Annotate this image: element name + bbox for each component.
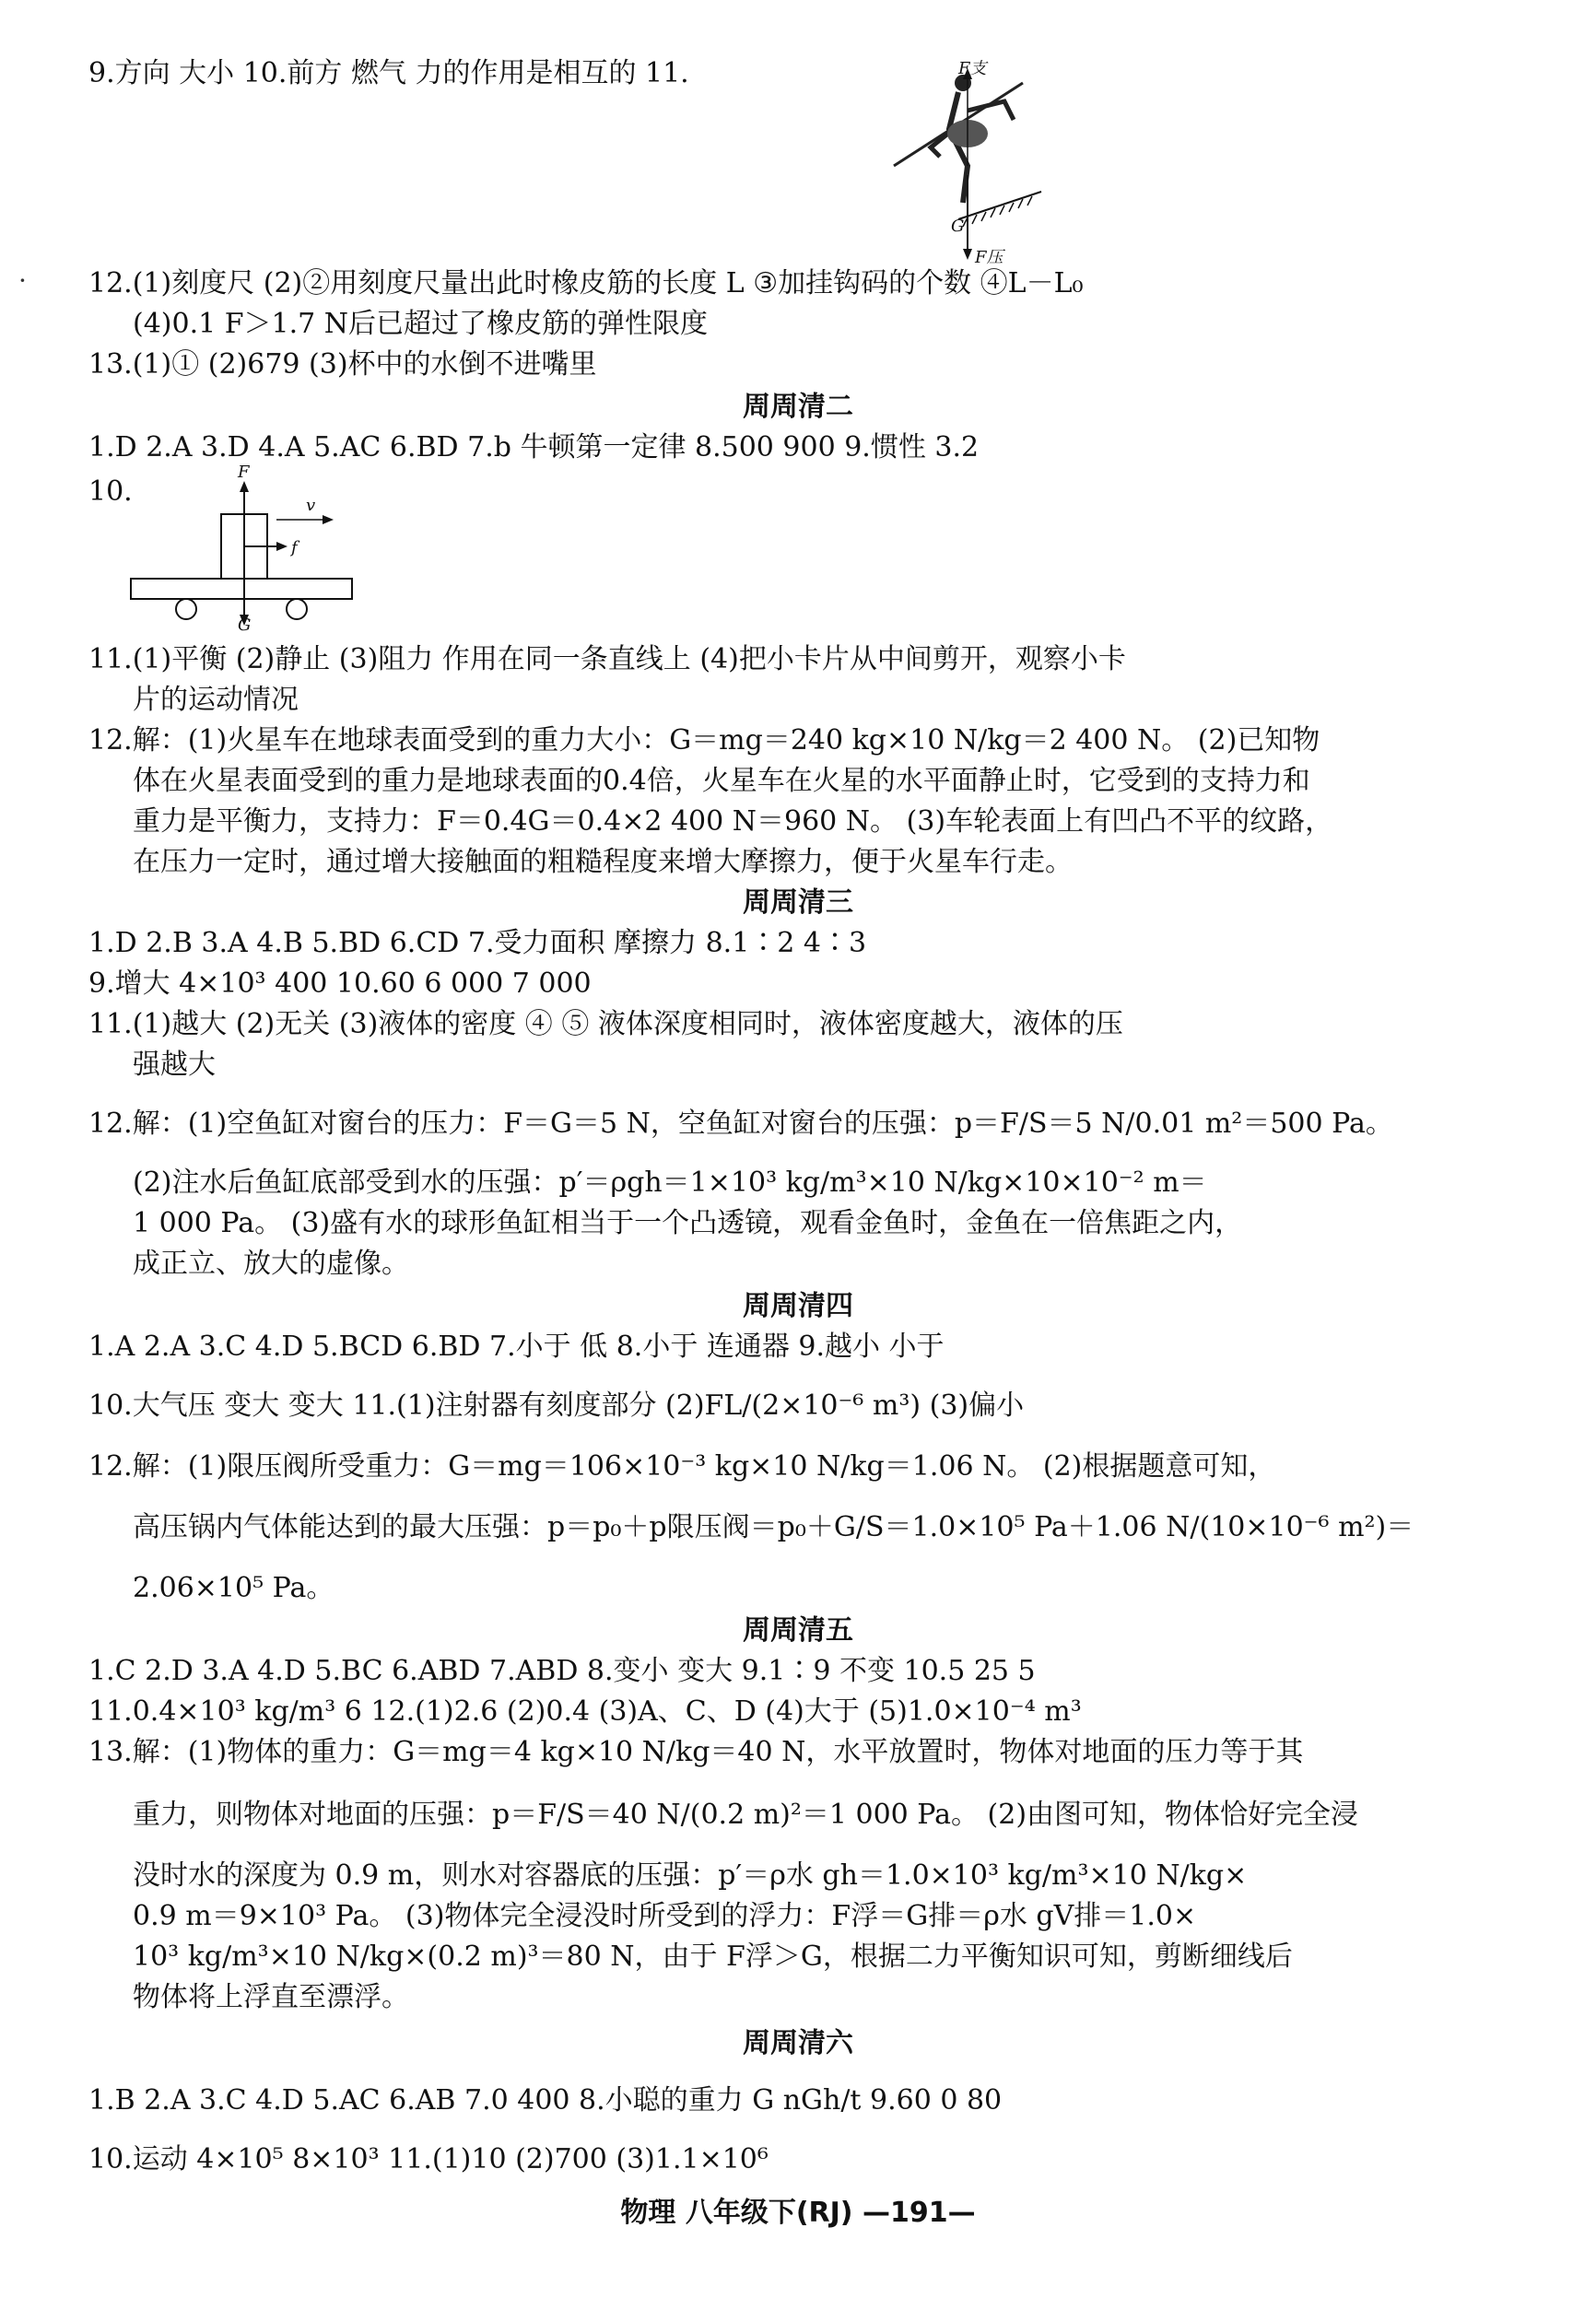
answer-line: 11.0.4×10³ kg/m³ 6 12.(1)2.6 (2)0.4 (3)A、C、D (4)大于 (5)1.0×10⁻⁴ m³ [88, 1695, 1082, 1728]
answer-line: 9.方向 大小 10.前方 燃气 力的作用是相互的 11. [88, 57, 689, 89]
section-heading: 周周清五 [743, 1614, 853, 1647]
answer-line: 9.增大 4×10³ 400 10.60 6 000 7 000 [88, 967, 592, 1000]
section-heading: 周周清三 [743, 886, 853, 919]
figure-cart-forces [129, 463, 369, 635]
margin-mark: · [18, 265, 27, 296]
answer-line: 13.(1)① (2)679 (3)杯中的水倒不进嘴里 [88, 348, 597, 381]
answer-line: 10³ kg/m³×10 N/kg×(0.2 m)³＝80 N，由于 F浮＞G，根据二力平衡知识可知，剪断细线后 [133, 1941, 1293, 1973]
answer-line: 10. [88, 475, 133, 508]
answer-line: 重力，则物体对地面的压强：p＝F/S＝40 N/(0.2 m)²＝1 000 Pa。 (2)由图可知，物体恰好完全浸 [133, 1799, 1359, 1831]
answer-line: 1 000 Pa。 (3)盛有水的球形鱼缸相当于一个凸透镜，观看金鱼时，金鱼在一倍焦距之内， [133, 1207, 1243, 1239]
answer-line: 强越大 [133, 1049, 216, 1081]
velocity-label: v [306, 496, 316, 515]
answer-line: 1.A 2.A 3.C 4.D 5.BCD 6.BD 7.小于 低 8.小于 连通器 9.越小 小于 [88, 1331, 945, 1363]
figure-skater-forces [875, 55, 1078, 267]
answer-line: 1.D 2.B 3.A 4.B 5.BD 6.CD 7.受力面积 摩擦力 8.1∶2 4∶3 [88, 927, 867, 959]
answer-line: 12.解：(1)火星车在地球表面受到的重力大小：G＝mg＝240 kg×10 N/kg＝2 400 N。 (2)已知物 [88, 724, 1320, 756]
section-heading: 周周清六 [743, 2027, 853, 2059]
answer-line: 12.解：(1)限压阀所受重力：G＝mg＝106×10⁻³ kg×10 N/kg＝1.06 N。 (2)根据题意可知， [88, 1450, 1276, 1483]
answer-line: 成正立、放大的虚像。 [133, 1248, 409, 1280]
answer-line: 重力是平衡力，支持力：F＝0.4G＝0.4×2 400 N＝960 N。 (3)车轮表面上有凹凸不平的纹路， [133, 805, 1333, 838]
answer-line: 10.运动 4×10⁵ 8×10³ 11.(1)10 (2)700 (3)1.1×10⁶ [88, 2143, 769, 2175]
force-F-label: F [238, 463, 250, 482]
answer-line: 0.9 m＝9×10³ Pa。 (3)物体完全浸没时所受到的浮力：F浮＝G排＝ρ水 gV排＝1.0× [133, 1900, 1197, 1932]
answer-line: (2)注水后鱼缸底部受到水的压强：p′＝ρgh＝1×10³ kg/m³×10 N/kg×10×10⁻² m＝ [133, 1167, 1207, 1199]
page-footer: 物理 八年级下(RJ) —191— [620, 2197, 976, 2229]
force-support-label: F支 [958, 59, 987, 78]
answer-line: 1.C 2.D 3.A 4.D 5.BC 6.ABD 7.ABD 8.变小 变大 9.1∶9 不变 10.5 25 5 [88, 1655, 1036, 1687]
force-pressure-label: F压 [975, 248, 1003, 267]
answer-line: 1.B 2.A 3.C 4.D 5.AC 6.AB 7.0 400 8.小聪的重力 G nGh/t 9.60 0 80 [88, 2084, 1003, 2117]
answer-line: 片的运动情况 [133, 684, 299, 716]
section-heading: 周周清四 [743, 1290, 853, 1322]
gravity-label: G [951, 217, 965, 236]
answer-line: 物体将上浮直至漂浮。 [133, 1981, 409, 2013]
answer-line: 1.D 2.A 3.D 4.A 5.AC 6.BD 7.b 牛顿第一定律 8.500 900 9.惯性 3.2 [88, 431, 980, 463]
answer-line: (4)0.1 F＞1.7 N后已超过了橡皮筋的弹性限度 [133, 308, 709, 340]
answer-line: 11.(1)越大 (2)无关 (3)液体的密度 ④ ⑤ 液体深度相同时，液体密度越大，液体的压 [88, 1008, 1123, 1040]
answer-line: 高压锅内气体能达到的最大压强：p＝p₀＋p限压阀＝p₀＋G/S＝1.0×10⁵ Pa＋1.06 N/(10×10⁻⁶ m²)＝ [133, 1511, 1414, 1543]
gravity-label: G [238, 616, 252, 635]
answer-line: 11.(1)平衡 (2)静止 (3)阻力 作用在同一条直线上 (4)把小卡片从中间剪开，观察小卡 [88, 643, 1126, 675]
answer-line: 体在火星表面受到的重力是地球表面的0.4倍，火星车在火星的水平面静止时，它受到的支持力和 [133, 765, 1310, 797]
answer-line: 12.解：(1)空鱼缸对窗台的压力：F＝G＝5 N，空鱼缸对窗台的压强：p＝F/S＝5 N/0.01 m²＝500 Pa。 [88, 1108, 1393, 1140]
friction-label: f [291, 538, 298, 557]
answer-line: 没时水的深度为 0.9 m，则水对容器底的压强：p′＝ρ水 gh＝1.0×10³ kg/m³×10 N/kg× [133, 1859, 1248, 1892]
answer-line: 10.大气压 变大 变大 11.(1)注射器有刻度部分 (2)FL/(2×10⁻⁶ m³) (3)偏小 [88, 1390, 1025, 1422]
answer-line: 12.(1)刻度尺 (2)②用刻度尺量出此时橡皮筋的长度 L ③加挂钩码的个数 ④L－L₀ [88, 267, 1084, 299]
section-heading: 周周清二 [743, 391, 853, 423]
answer-line: 在压力一定时，通过增大接触面的粗糙程度来增大摩擦力，便于火星车行走。 [133, 846, 1073, 878]
answer-line: 2.06×10⁵ Pa。 [133, 1572, 334, 1604]
answer-line: 13.解：(1)物体的重力：G＝mg＝4 kg×10 N/kg＝40 N，水平放置时，物体对地面的压力等于其 [88, 1736, 1304, 1768]
